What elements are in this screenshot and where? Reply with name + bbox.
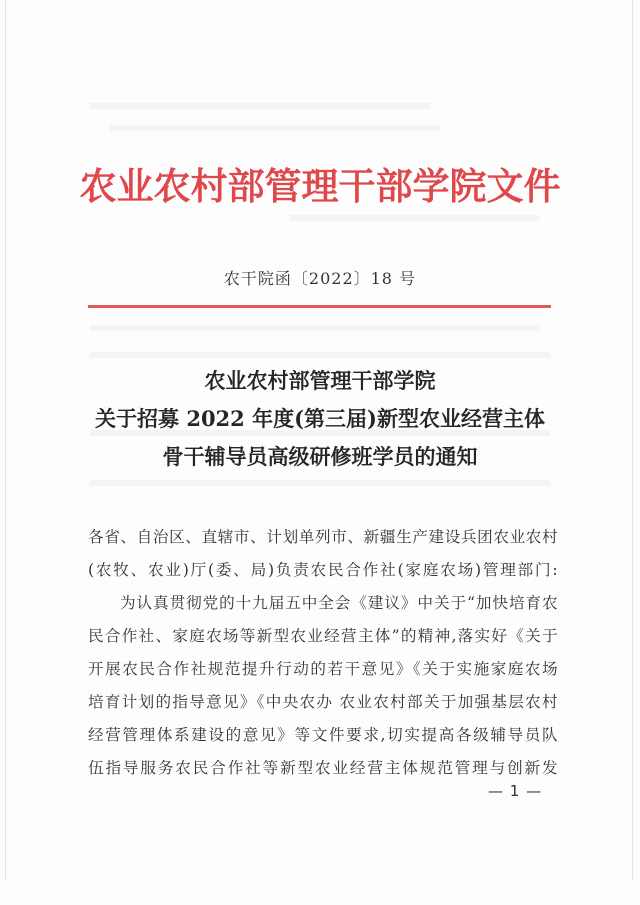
notice-title xyxy=(0,362,640,476)
bleed-through-mark xyxy=(90,352,550,358)
title-line-subject: 关于招募 2022 年度(第三届)新型农业经营主体 xyxy=(95,406,545,431)
document-number: 农干院函〔2022〕18 号 xyxy=(223,269,417,288)
body-paragraph-line: 经营管理体系建设的意见》等文件要求,切实提高各级辅导员队 xyxy=(88,726,558,744)
bleed-through-mark xyxy=(90,103,430,109)
body-paragraph-line: 民合作社、家庭农场等新型农业经营主体”的精神,落实好《关于 xyxy=(88,627,558,645)
addressee-line: (农牧、农业)厅(委、局)负责农民合作社(家庭农场)管理部门: xyxy=(88,561,558,579)
body-paragraph-line: 为认真贯彻党的十九届五中全会《建议》中关于“加快培育农 xyxy=(120,594,558,612)
document-masthead: 农业农村部管理干部学院文件 xyxy=(79,164,561,208)
notice-body xyxy=(88,521,558,785)
page-number: — 1 — xyxy=(488,782,543,800)
body-paragraph-line: 伍指导服务农民合作社等新型农业经营主体规范管理与创新发 xyxy=(88,759,558,777)
body-paragraph-line: 开展农民合作社规范提升行动的若干意见》《关于实施家庭农场 xyxy=(88,660,558,678)
bleed-through-mark xyxy=(290,215,540,221)
addressee-line: 各省、自治区、直辖市、计划单列市、新疆生产建设兵团农业农村 xyxy=(88,528,558,546)
red-divider-rule xyxy=(88,305,551,308)
bleed-through-mark xyxy=(90,325,540,331)
title-line-issuer: 农业农村部管理干部学院 xyxy=(204,368,436,393)
title-line-subject-cont: 骨干辅导员高级研修班学员的通知 xyxy=(162,444,478,469)
body-paragraph-line: 培育计划的指导意见》《中央农办 农业农村部关于加强基层农村 xyxy=(88,693,558,711)
bleed-through-mark xyxy=(90,480,550,486)
bleed-through-mark xyxy=(110,125,440,131)
